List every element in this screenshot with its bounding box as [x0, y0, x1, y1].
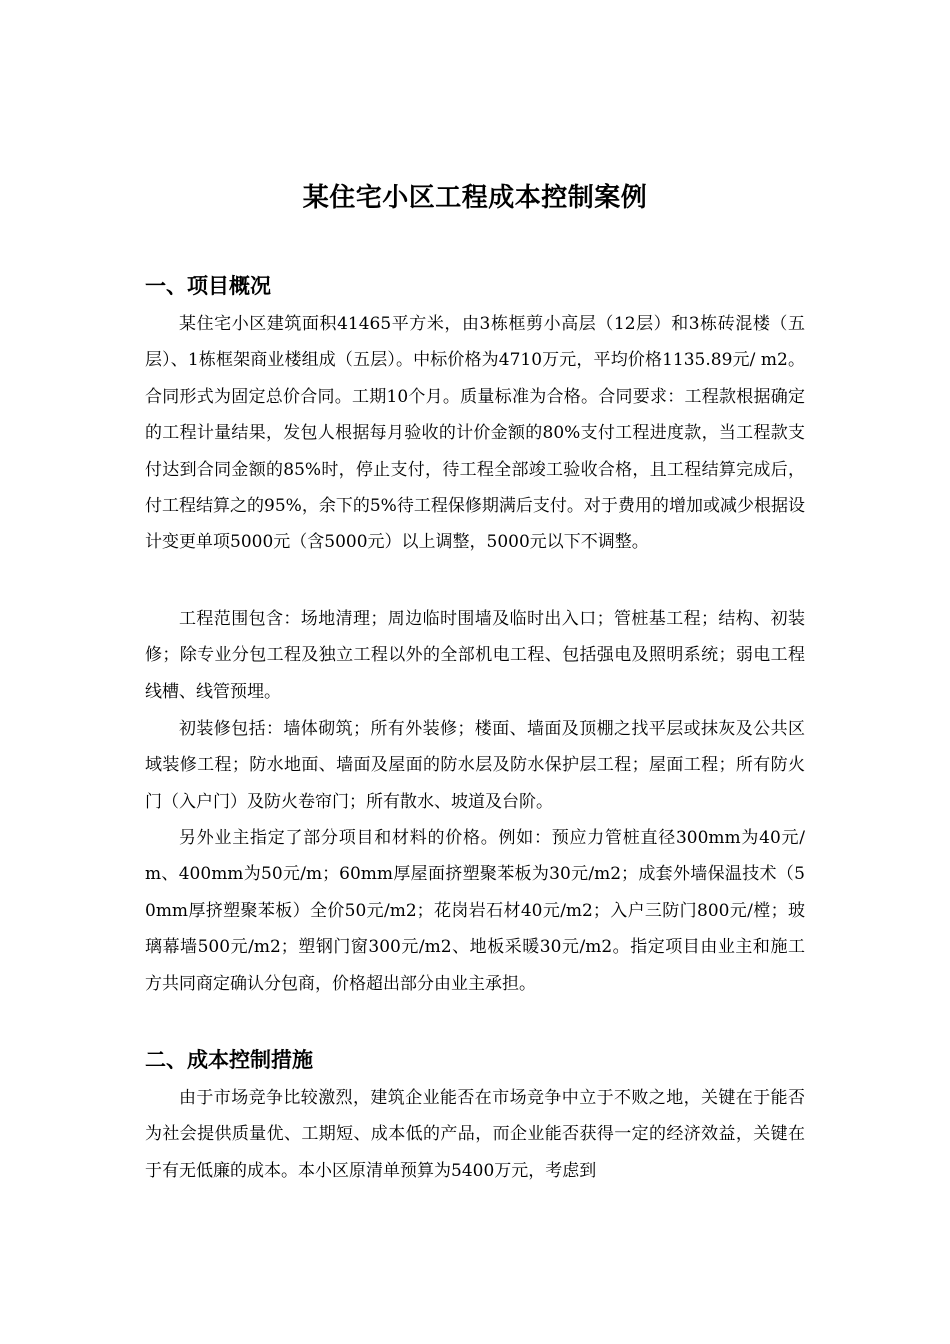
paragraph-cost-control-intro: 由于市场竞争比较激烈，建筑企业能否在市场竞争中立于不败之地，关键在于能否为社会提供质量优、工期短、成本低的产品，而企业能否获得一定的经济效益，关键在于有无低廉的成本。本小区原清单预算为5400万元，考虑到	[145, 1088, 805, 1181]
paragraph-project-overview: 某住宅小区建筑面积41465平方米，由3栋框剪小高层（12层）和3栋砖混楼（五层）、1栋框架商业楼组成（五层）。中标价格为4710万元，平均价格1135.89元/ m2。合同形式为固定总价合同。工期10个月。质量标准为合格。合同要求：工程款根据确定的工程计量结果，发包人根据每月验收的计价金额的80%支付工程进度款，当工程款支付达到合同金额的85%时，停止支付，待工程全部竣工验收合格，且工程结算完成后，付工程结算之的95%，余下的5%待工程保修期满后支付。对于费用的增加或减少根据设计变更单项5000元（含5000元）以上调整，5000元以下不调整。	[145, 314, 805, 553]
section-heading-overview: 一、项目概况	[145, 274, 271, 298]
section-heading-cost-control: 二、成本控制措施	[145, 1048, 313, 1072]
paragraph-designated-prices: 另外业主指定了部分项目和材料的价格。例如：预应力管桩直径300mm为40元/m、400mm为50元/m；60mm厚屋面挤塑聚苯板为30元/m2；成套外墙保温技术（50mm厚挤塑聚苯板）全价50元/m2；花岗岩石材40元/m2；入户三防门800元/樘；玻璃幕墙500元/m2；塑钢门窗300元/m2、地板采暖30元/m2。指定项目由业主和施工方共同商定确认分包商，价格超出部分由业主承担。	[145, 828, 805, 994]
paragraph-project-scope: 工程范围包含：场地清理；周边临时围墙及临时出入口；管桩基工程；结构、初装修；除专业分包工程及独立工程以外的全部机电工程、包括强电及照明系统；弱电工程线槽、线管预埋。	[145, 609, 805, 702]
paragraph-initial-decoration: 初装修包括：墙体砌筑；所有外装修；楼面、墙面及顶棚之找平层或抹灰及公共区域装修工程；防水地面、墙面及屋面的防水层及防水保护层工程；屋面工程；所有防火门（入户门）及防火卷帘门；所有散水、坡道及台阶。	[145, 719, 805, 812]
document-title: 某住宅小区工程成本控制案例	[302, 183, 648, 213]
